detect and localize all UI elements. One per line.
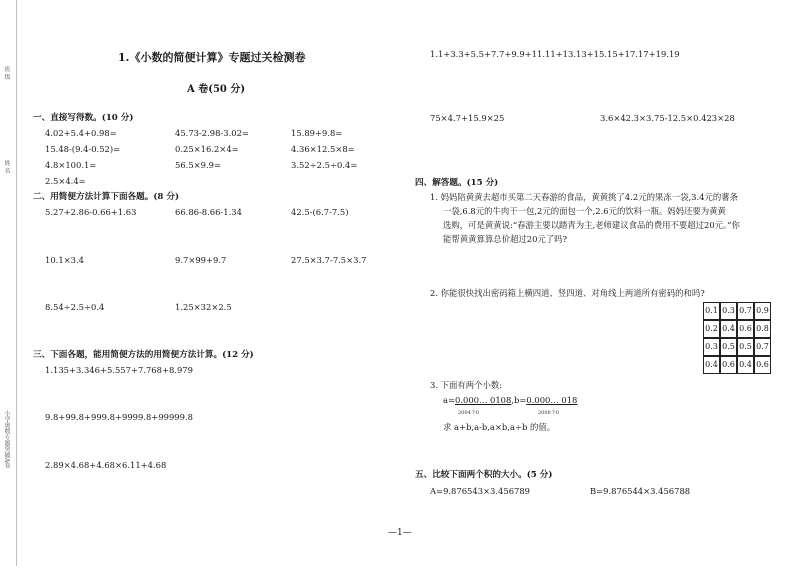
question-2-6: 27.5×3.7-7.5×3.7 [291,255,367,265]
question-1-10: 2.5×4.4= [45,176,86,186]
page-number: —1— [388,528,412,538]
var-b-value: 0.000… 018 [526,395,578,405]
grid-cell: 0.4 [703,356,720,374]
grid-cell: 0.7 [754,338,771,356]
grid-cell: 0.3 [703,338,720,356]
question-1-2: 45.73-2.98-3.02= [175,128,249,138]
compare-b: B=9.876544×3.456788 [590,486,691,496]
var-a-value: 0.000… 0108 [455,395,512,405]
question-1-1: 4.02+5.4+0.98= [45,128,117,138]
question-2-7: 8.54÷2.5÷0.4 [45,302,105,312]
question-3-3: 2.89×4.68+4.68×6.11+4.68 [45,460,167,470]
grid-cell: 0.1 [703,302,720,320]
question-1-8: 56.5×9.9= [175,160,222,170]
question-2-5: 9.7×99+9.7 [175,255,227,265]
question-4-1-line-4: 能帮黄黄算算总价超过20元了吗? [443,234,568,244]
page-title: 1.《小数的简便计算》专题过关检测卷 [118,51,306,64]
binding-line [16,0,17,566]
var-b-prefix: ,b= [511,395,527,405]
question-2-4: 10.1×3.4 [45,255,84,265]
question-1-6: 4.36×12.5×8= [291,144,355,154]
question-4-3-ask: 求 a+b,a-b,a×b,a÷b 的值。 [443,422,556,432]
question-1-4: 15.48-(9.4-0.52)= [45,144,121,154]
side-label-booktitle: 小学奥数专题突破A卷 [3,410,10,469]
question-4-2: 2. 你能很快找出密码箱上横四道、竖四道、对角线上两道所有密码的和吗? [430,288,705,298]
question-2-8: 1.25×32×2.5 [175,302,232,312]
grid-cell: 0.7 [737,302,754,320]
grid-cell: 0.3 [720,302,737,320]
question-4-3-title: 3. 下面有两个小数: [430,380,503,390]
question-3-5: 75×4.7+15.9×25 [430,113,505,123]
question-2-1: 5.27+2.86-0.66+1.63 [45,207,137,217]
grid-cell: 0.6 [754,356,771,374]
section-4-heading: 四、解答题。(15 分) [415,178,499,188]
question-1-5: 0.25×16.2×4= [175,144,239,154]
compare-a: A=9.876543×3.456789 [430,486,531,496]
grid-cell: 0.5 [737,338,754,356]
question-4-3-numbers [443,395,577,406]
question-2-2: 66.86-8.66-1.34 [175,207,242,217]
question-3-4: 1.1+3.3+5.5+7.7+9.9+11.11+13.13+15.15+17.17+19.19 [430,49,680,59]
side-label-class: 班 级 [3,66,10,80]
question-4-1-line-1: 1. 妈妈陪黄黄去超市买第二天春游的食品，黄黄挑了4.2元的果冻一袋,3.4元的薯条 [430,192,738,202]
section-2-heading: 二、用简便方法计算下面各题。(8 分) [33,192,180,202]
question-3-6: 3.6×42.3×3.75-12.5×0.423×28 [600,113,735,123]
grid-cell: 0.4 [737,356,754,374]
page-subtitle: A 卷(50 分) [187,84,246,95]
question-4-1-line-2: 一袋,6.8元的牛肉干一包,2元的面包一个,2.6元的饮料一瓶。妈妈还要为黄黄 [443,206,726,216]
brace-label-a: 2004个0 [458,410,479,416]
section-5-heading: 五、比较下面两个积的大小。(5 分) [415,470,553,480]
grid-cell: 0.5 [720,338,737,356]
var-a-prefix: a= [443,395,456,405]
grid-cell: 0.6 [720,356,737,374]
grid-cell: 0.4 [720,320,737,338]
question-1-7: 4.8×100.1= [45,160,97,170]
question-1-3: 15.89+9.8= [291,128,343,138]
question-3-2: 9.8+99.8+999.8+9999.8+99999.8 [45,412,193,422]
question-3-1: 1.135+3.346+5.557+7.768+8.979 [45,365,193,375]
grid-cell: 0.9 [754,302,771,320]
section-3-heading: 三、下面各题，能用简便方法的用简便方法计算。(12 分) [33,350,254,360]
grid-cell: 0.8 [754,320,771,338]
question-4-1-line-3: 选购，可是黄黄说:“春游主要以踏青为主,老师建议食品的费用不要超过20元。”你 [443,220,740,230]
question-1-9: 3.52÷2.5÷0.4= [291,160,358,170]
section-1-heading: 一、直接写得数。(10 分) [33,113,134,123]
grid-cell: 0.2 [703,320,720,338]
brace-label-b: 2008个0 [538,410,559,416]
side-label-name: 姓 名 [3,160,10,174]
grid-cell: 0.6 [737,320,754,338]
question-2-3: 42.5-(6.7-7.5) [291,207,349,217]
